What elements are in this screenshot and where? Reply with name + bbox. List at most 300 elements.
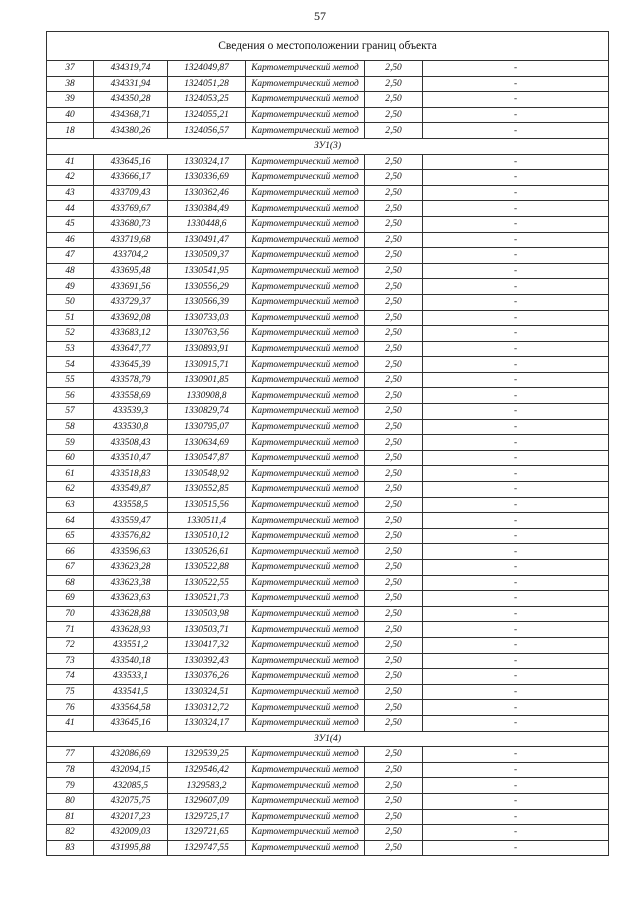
y-coordinate-cell: 1330908,8 (168, 388, 246, 404)
x-coordinate-cell: 434368,71 (94, 107, 168, 123)
x-coordinate-cell: 433709,43 (94, 185, 168, 201)
method-cell: Картометрический метод (246, 232, 365, 248)
x-coordinate-cell: 433558,69 (94, 388, 168, 404)
x-coordinate-cell: 433623,38 (94, 575, 168, 591)
y-coordinate-cell: 1330915,71 (168, 357, 246, 373)
accuracy-cell: 2,50 (365, 310, 423, 326)
x-coordinate-cell: 433695,48 (94, 263, 168, 279)
accuracy-cell: 2,50 (365, 575, 423, 591)
table-row (47, 825, 609, 841)
point-number-cell: 18 (47, 123, 94, 139)
x-coordinate-cell: 433518,83 (94, 466, 168, 482)
y-coordinate-cell: 1330503,71 (168, 622, 246, 638)
description-cell: - (423, 294, 609, 310)
table-row (47, 622, 609, 638)
accuracy-cell: 2,50 (365, 482, 423, 498)
point-number-cell: 40 (47, 107, 94, 123)
accuracy-cell: 2,50 (365, 653, 423, 669)
method-cell: Картометрический метод (246, 653, 365, 669)
y-coordinate-cell: 1330566,39 (168, 294, 246, 310)
method-cell: Картометрический метод (246, 263, 365, 279)
accuracy-cell: 2,50 (365, 637, 423, 653)
accuracy-cell: 2,50 (365, 466, 423, 482)
y-coordinate-cell: 1330552,85 (168, 482, 246, 498)
table-row (47, 715, 609, 731)
point-number-cell: 43 (47, 185, 94, 201)
method-cell: Картометрический метод (246, 700, 365, 716)
point-number-cell: 64 (47, 513, 94, 529)
y-coordinate-cell: 1330448,6 (168, 216, 246, 232)
table-row (47, 637, 609, 653)
description-cell: - (423, 248, 609, 264)
section-header-row (47, 731, 609, 747)
description-cell: - (423, 263, 609, 279)
table-row (47, 326, 609, 342)
point-number-cell: 46 (47, 232, 94, 248)
description-cell: - (423, 154, 609, 170)
x-coordinate-cell: 433645,16 (94, 715, 168, 731)
table-row (47, 450, 609, 466)
y-coordinate-cell: 1330376,26 (168, 669, 246, 685)
table-row (47, 388, 609, 404)
accuracy-cell: 2,50 (365, 92, 423, 108)
point-number-cell: 45 (47, 216, 94, 232)
x-coordinate-cell: 431995,88 (94, 840, 168, 856)
description-cell: - (423, 497, 609, 513)
accuracy-cell: 2,50 (365, 591, 423, 607)
table-row (47, 591, 609, 607)
method-cell: Картометрический метод (246, 450, 365, 466)
y-coordinate-cell: 1324053,25 (168, 92, 246, 108)
x-coordinate-cell: 433645,16 (94, 154, 168, 170)
point-number-cell: 55 (47, 372, 94, 388)
point-number-cell: 78 (47, 762, 94, 778)
method-cell: Картометрический метод (246, 747, 365, 763)
point-number-cell: 73 (47, 653, 94, 669)
point-number-cell: 39 (47, 92, 94, 108)
description-cell: - (423, 76, 609, 92)
y-coordinate-cell: 1330515,56 (168, 497, 246, 513)
point-number-cell: 44 (47, 201, 94, 217)
y-coordinate-cell: 1329721,65 (168, 825, 246, 841)
description-cell: - (423, 388, 609, 404)
description-cell: - (423, 404, 609, 420)
method-cell: Картометрический метод (246, 248, 365, 264)
description-cell: - (423, 185, 609, 201)
table-row (47, 778, 609, 794)
y-coordinate-cell: 1330541,95 (168, 263, 246, 279)
table-row (47, 840, 609, 856)
method-cell: Картометрический метод (246, 669, 365, 685)
table-row (47, 497, 609, 513)
y-coordinate-cell: 1330556,29 (168, 279, 246, 295)
accuracy-cell: 2,50 (365, 809, 423, 825)
accuracy-cell: 2,50 (365, 715, 423, 731)
description-cell: - (423, 326, 609, 342)
description-cell: - (423, 216, 609, 232)
point-number-cell: 37 (47, 61, 94, 77)
method-cell: Картометрический метод (246, 435, 365, 451)
description-cell: - (423, 123, 609, 139)
table-row (47, 216, 609, 232)
table-row (47, 528, 609, 544)
table-row (47, 700, 609, 716)
x-coordinate-cell: 433510,47 (94, 450, 168, 466)
point-number-cell: 75 (47, 684, 94, 700)
point-number-cell: 61 (47, 466, 94, 482)
y-coordinate-cell: 1330384,49 (168, 201, 246, 217)
description-cell: - (423, 450, 609, 466)
method-cell: Картометрический метод (246, 201, 365, 217)
x-coordinate-cell: 433719,68 (94, 232, 168, 248)
accuracy-cell: 2,50 (365, 263, 423, 279)
y-coordinate-cell: 1330392,43 (168, 653, 246, 669)
method-cell: Картометрический метод (246, 606, 365, 622)
accuracy-cell: 2,50 (365, 326, 423, 342)
description-cell: - (423, 747, 609, 763)
table-row (47, 575, 609, 591)
table-row (47, 482, 609, 498)
table-row (47, 372, 609, 388)
point-number-cell: 53 (47, 341, 94, 357)
table-row (47, 263, 609, 279)
table-row (47, 310, 609, 326)
method-cell: Картометрический метод (246, 637, 365, 653)
point-number-cell: 77 (47, 747, 94, 763)
y-coordinate-cell: 1330503,98 (168, 606, 246, 622)
table-row (47, 762, 609, 778)
accuracy-cell: 2,50 (365, 404, 423, 420)
accuracy-cell: 2,50 (365, 61, 423, 77)
x-coordinate-cell: 433540,18 (94, 653, 168, 669)
point-number-cell: 71 (47, 622, 94, 638)
description-cell: - (423, 310, 609, 326)
table-row (47, 357, 609, 373)
x-coordinate-cell: 433769,67 (94, 201, 168, 217)
x-coordinate-cell: 434319,74 (94, 61, 168, 77)
description-cell: - (423, 170, 609, 186)
x-coordinate-cell: 434331,94 (94, 76, 168, 92)
y-coordinate-cell: 1330733,03 (168, 310, 246, 326)
description-cell: - (423, 544, 609, 560)
x-coordinate-cell: 432017,23 (94, 809, 168, 825)
method-cell: Картометрический метод (246, 544, 365, 560)
x-coordinate-cell: 433680,73 (94, 216, 168, 232)
table-row (47, 606, 609, 622)
accuracy-cell: 2,50 (365, 840, 423, 856)
point-number-cell: 48 (47, 263, 94, 279)
x-coordinate-cell: 433559,47 (94, 513, 168, 529)
x-coordinate-cell: 433551,2 (94, 637, 168, 653)
description-cell: - (423, 591, 609, 607)
y-coordinate-cell: 1330417,32 (168, 637, 246, 653)
accuracy-cell: 2,50 (365, 793, 423, 809)
description-cell: - (423, 92, 609, 108)
method-cell: Картометрический метод (246, 575, 365, 591)
point-number-cell: 56 (47, 388, 94, 404)
method-cell: Картометрический метод (246, 762, 365, 778)
method-cell: Картометрический метод (246, 419, 365, 435)
point-number-cell: 81 (47, 809, 94, 825)
table-row (47, 92, 609, 108)
table-row (47, 560, 609, 576)
accuracy-cell: 2,50 (365, 497, 423, 513)
table-row (47, 669, 609, 685)
y-coordinate-cell: 1324055,21 (168, 107, 246, 123)
point-number-cell: 63 (47, 497, 94, 513)
x-coordinate-cell: 433683,12 (94, 326, 168, 342)
y-coordinate-cell: 1329546,42 (168, 762, 246, 778)
description-cell: - (423, 232, 609, 248)
description-cell: - (423, 279, 609, 295)
point-number-cell: 80 (47, 793, 94, 809)
y-coordinate-cell: 1330634,69 (168, 435, 246, 451)
y-coordinate-cell: 1329747,55 (168, 840, 246, 856)
accuracy-cell: 2,50 (365, 684, 423, 700)
table-row (47, 107, 609, 123)
description-cell: - (423, 357, 609, 373)
accuracy-cell: 2,50 (365, 185, 423, 201)
y-coordinate-cell: 1330829,74 (168, 404, 246, 420)
description-cell: - (423, 560, 609, 576)
description-cell: - (423, 513, 609, 529)
description-cell: - (423, 482, 609, 498)
point-number-cell: 41 (47, 715, 94, 731)
y-coordinate-cell: 1330547,87 (168, 450, 246, 466)
method-cell: Картометрический метод (246, 279, 365, 295)
accuracy-cell: 2,50 (365, 528, 423, 544)
y-coordinate-cell: 1329607,09 (168, 793, 246, 809)
x-coordinate-cell: 432086,69 (94, 747, 168, 763)
x-coordinate-cell: 432009,03 (94, 825, 168, 841)
method-cell: Картометрический метод (246, 76, 365, 92)
method-cell: Картометрический метод (246, 497, 365, 513)
accuracy-cell: 2,50 (365, 372, 423, 388)
x-coordinate-cell: 433539,3 (94, 404, 168, 420)
method-cell: Картометрический метод (246, 294, 365, 310)
table-row (47, 279, 609, 295)
accuracy-cell: 2,50 (365, 388, 423, 404)
description-cell: - (423, 762, 609, 778)
x-coordinate-cell: 433729,37 (94, 294, 168, 310)
description-cell: - (423, 637, 609, 653)
method-cell: Картометрический метод (246, 793, 365, 809)
point-number-cell: 38 (47, 76, 94, 92)
y-coordinate-cell: 1330548,92 (168, 466, 246, 482)
accuracy-cell: 2,50 (365, 279, 423, 295)
accuracy-cell: 2,50 (365, 248, 423, 264)
method-cell: Картометрический метод (246, 715, 365, 731)
description-cell: - (423, 201, 609, 217)
method-cell: Картометрический метод (246, 388, 365, 404)
point-number-cell: 66 (47, 544, 94, 560)
table-row (47, 419, 609, 435)
description-cell: - (423, 372, 609, 388)
x-coordinate-cell: 433691,56 (94, 279, 168, 295)
accuracy-cell: 2,50 (365, 544, 423, 560)
accuracy-cell: 2,50 (365, 450, 423, 466)
table-row (47, 61, 609, 77)
y-coordinate-cell: 1329725,17 (168, 809, 246, 825)
description-cell: - (423, 840, 609, 856)
method-cell: Картометрический метод (246, 482, 365, 498)
table-row (47, 404, 609, 420)
table-row (47, 248, 609, 264)
point-number-cell: 70 (47, 606, 94, 622)
description-cell: - (423, 653, 609, 669)
y-coordinate-cell: 1330526,61 (168, 544, 246, 560)
point-number-cell: 54 (47, 357, 94, 373)
table-row (47, 747, 609, 763)
x-coordinate-cell: 433628,88 (94, 606, 168, 622)
description-cell: - (423, 575, 609, 591)
x-coordinate-cell: 433623,28 (94, 560, 168, 576)
table-row (47, 653, 609, 669)
point-number-cell: 52 (47, 326, 94, 342)
description-cell: - (423, 700, 609, 716)
table-row (47, 544, 609, 560)
x-coordinate-cell: 433623,63 (94, 591, 168, 607)
table-row (47, 341, 609, 357)
table-row (47, 185, 609, 201)
y-coordinate-cell: 1330509,37 (168, 248, 246, 264)
accuracy-cell: 2,50 (365, 154, 423, 170)
y-coordinate-cell: 1330362,46 (168, 185, 246, 201)
x-coordinate-cell: 433704,2 (94, 248, 168, 264)
point-number-cell: 65 (47, 528, 94, 544)
method-cell: Картометрический метод (246, 357, 365, 373)
method-cell: Картометрический метод (246, 560, 365, 576)
method-cell: Картометрический метод (246, 92, 365, 108)
x-coordinate-cell: 432085,5 (94, 778, 168, 794)
description-cell: - (423, 528, 609, 544)
accuracy-cell: 2,50 (365, 778, 423, 794)
boundary-coordinates-table (46, 31, 609, 856)
x-coordinate-cell: 433541,5 (94, 684, 168, 700)
method-cell: Картометрический метод (246, 185, 365, 201)
x-coordinate-cell: 433508,43 (94, 435, 168, 451)
table-row (47, 513, 609, 529)
accuracy-cell: 2,50 (365, 700, 423, 716)
accuracy-cell: 2,50 (365, 170, 423, 186)
method-cell: Картометрический метод (246, 404, 365, 420)
description-cell: - (423, 778, 609, 794)
x-coordinate-cell: 433530,8 (94, 419, 168, 435)
description-cell: - (423, 341, 609, 357)
method-cell: Картометрический метод (246, 61, 365, 77)
x-coordinate-cell: 433645,39 (94, 357, 168, 373)
description-cell: - (423, 622, 609, 638)
table-row (47, 123, 609, 139)
y-coordinate-cell: 1330510,12 (168, 528, 246, 544)
x-coordinate-cell: 433692,08 (94, 310, 168, 326)
description-cell: - (423, 684, 609, 700)
point-number-cell: 82 (47, 825, 94, 841)
method-cell: Картометрический метод (246, 170, 365, 186)
point-number-cell: 67 (47, 560, 94, 576)
description-cell: - (423, 793, 609, 809)
table-row (47, 154, 609, 170)
point-number-cell: 57 (47, 404, 94, 420)
y-coordinate-cell: 1330324,51 (168, 684, 246, 700)
method-cell: Картометрический метод (246, 341, 365, 357)
point-number-cell: 72 (47, 637, 94, 653)
y-coordinate-cell: 1330511,4 (168, 513, 246, 529)
method-cell: Картометрический метод (246, 310, 365, 326)
point-number-cell: 50 (47, 294, 94, 310)
accuracy-cell: 2,50 (365, 747, 423, 763)
y-coordinate-cell: 1324056,57 (168, 123, 246, 139)
accuracy-cell: 2,50 (365, 622, 423, 638)
method-cell: Картометрический метод (246, 684, 365, 700)
point-number-cell: 58 (47, 419, 94, 435)
accuracy-cell: 2,50 (365, 232, 423, 248)
method-cell: Картометрический метод (246, 154, 365, 170)
description-cell: - (423, 669, 609, 685)
x-coordinate-cell: 434380,26 (94, 123, 168, 139)
point-number-cell: 76 (47, 700, 94, 716)
description-cell: - (423, 825, 609, 841)
method-cell: Картометрический метод (246, 622, 365, 638)
table-title: Сведения о местоположении границ объекта (47, 32, 609, 61)
method-cell: Картометрический метод (246, 825, 365, 841)
x-coordinate-cell: 434350,28 (94, 92, 168, 108)
y-coordinate-cell: 1330795,07 (168, 419, 246, 435)
method-cell: Картометрический метод (246, 466, 365, 482)
method-cell: Картометрический метод (246, 107, 365, 123)
method-cell: Картометрический метод (246, 809, 365, 825)
point-number-cell: 74 (47, 669, 94, 685)
y-coordinate-cell: 1330521,73 (168, 591, 246, 607)
accuracy-cell: 2,50 (365, 201, 423, 217)
point-number-cell: 60 (47, 450, 94, 466)
table-row (47, 684, 609, 700)
y-coordinate-cell: 1330893,91 (168, 341, 246, 357)
accuracy-cell: 2,50 (365, 341, 423, 357)
y-coordinate-cell: 1330324,17 (168, 154, 246, 170)
accuracy-cell: 2,50 (365, 419, 423, 435)
y-coordinate-cell: 1329583,2 (168, 778, 246, 794)
y-coordinate-cell: 1330763,56 (168, 326, 246, 342)
table-row (47, 201, 609, 217)
x-coordinate-cell: 433564,58 (94, 700, 168, 716)
method-cell: Картометрический метод (246, 591, 365, 607)
y-coordinate-cell: 1330522,55 (168, 575, 246, 591)
description-cell: - (423, 466, 609, 482)
table-row (47, 76, 609, 92)
y-coordinate-cell: 1330324,17 (168, 715, 246, 731)
accuracy-cell: 2,50 (365, 357, 423, 373)
accuracy-cell: 2,50 (365, 76, 423, 92)
y-coordinate-cell: 1329539,25 (168, 747, 246, 763)
method-cell: Картометрический метод (246, 528, 365, 544)
method-cell: Картометрический метод (246, 326, 365, 342)
method-cell: Картометрический метод (246, 123, 365, 139)
table-row (47, 809, 609, 825)
description-cell: - (423, 435, 609, 451)
method-cell: Картометрический метод (246, 372, 365, 388)
accuracy-cell: 2,50 (365, 216, 423, 232)
section-label: ЗУ1(3) (47, 138, 609, 154)
table-title-row (47, 32, 609, 61)
table-row (47, 466, 609, 482)
point-number-cell: 62 (47, 482, 94, 498)
point-number-cell: 68 (47, 575, 94, 591)
method-cell: Картометрический метод (246, 840, 365, 856)
y-coordinate-cell: 1330336,69 (168, 170, 246, 186)
accuracy-cell: 2,50 (365, 294, 423, 310)
accuracy-cell: 2,50 (365, 560, 423, 576)
